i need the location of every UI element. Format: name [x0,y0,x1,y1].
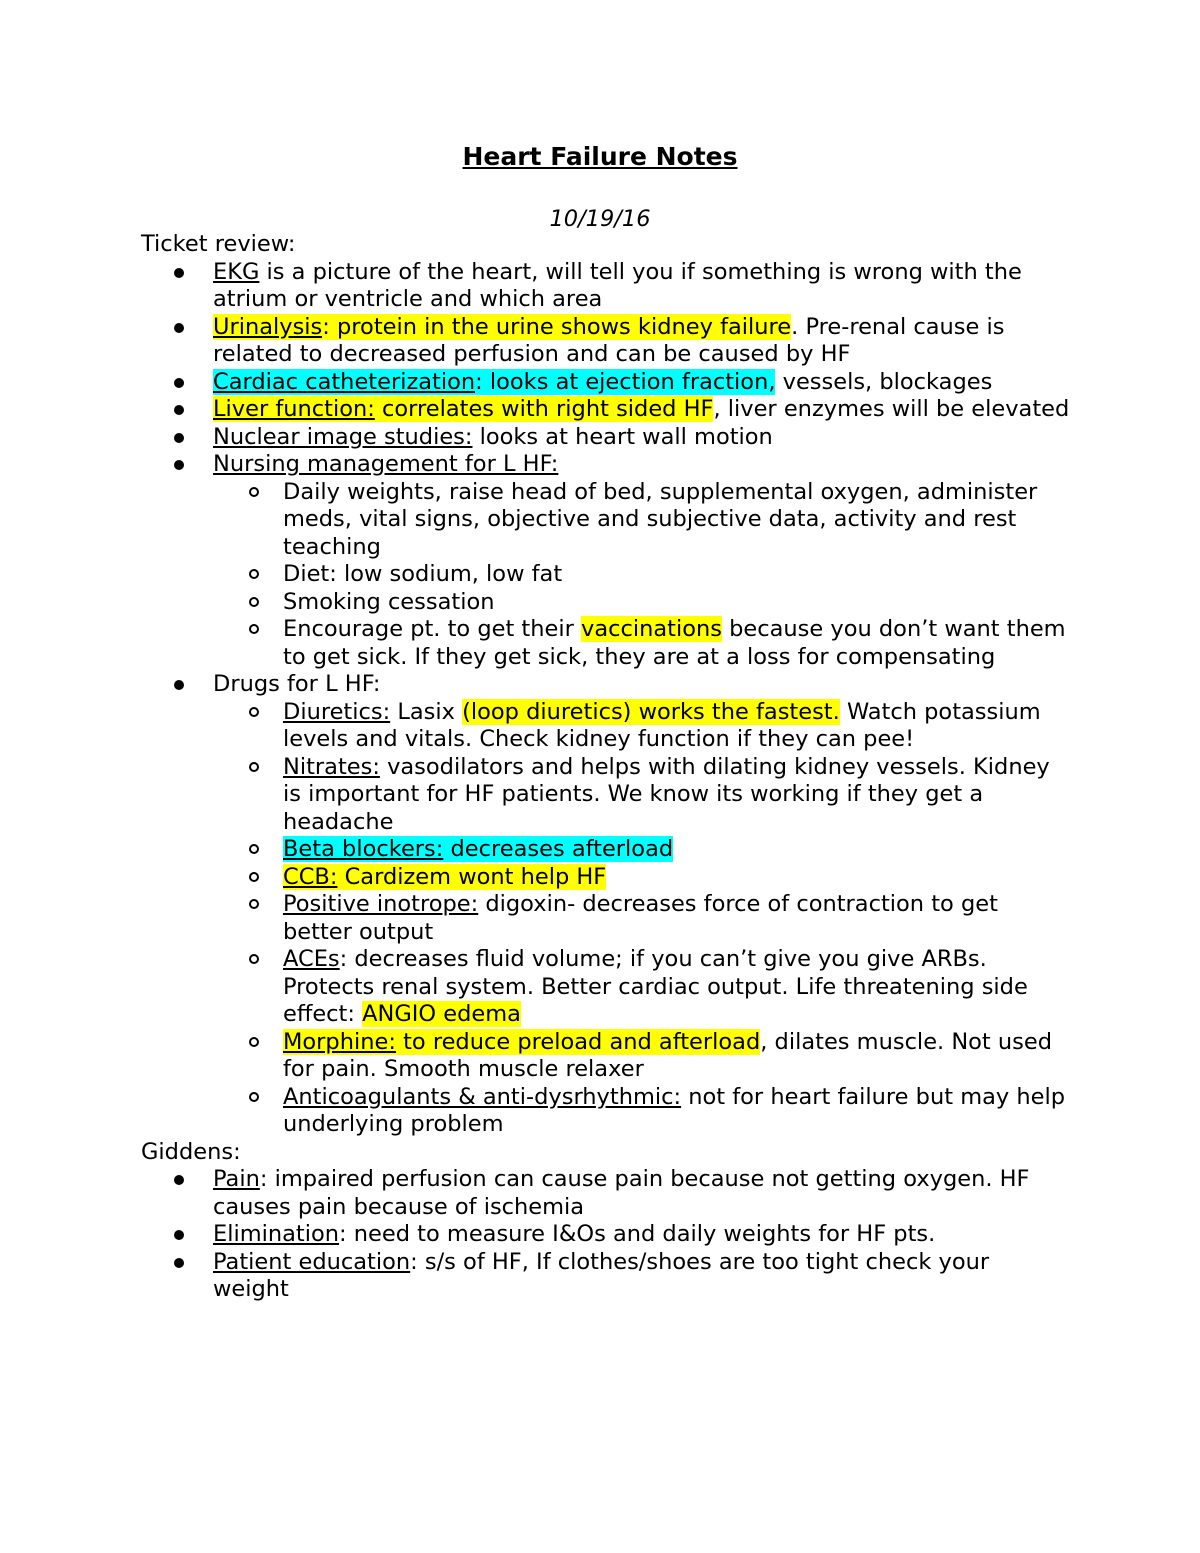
ekg-text: is a picture of the heart, will tell you if something is wrong with the atrium or ventricle and which area [213,258,1022,312]
anticoagulants-text: not for heart failure but may help underlying problem [283,1083,1065,1137]
subitem-morphine [212,1029,1071,1084]
subitem-smoking: Smoking cessation [212,589,1071,617]
drugs-sublist [212,699,1071,1139]
elimination-text: : need to measure I&Os and daily weights for HF pts. [339,1221,936,1247]
list-item-elimination [141,1221,1071,1249]
subitem-diuretics [212,699,1071,754]
list-item-pain [141,1166,1071,1221]
term-elimination: Elimination [213,1221,340,1247]
subitem-vaccinations [212,616,1071,671]
subitem-daily-weights: Daily weights, raise head of bed, supplemental oxygen, administer meds, vital signs, objective and subjective data, activity and rest teaching [212,479,1071,562]
list-item-drugs [141,671,1071,1139]
liver-text: , liver enzymes will be elevated [713,396,1070,422]
vacc-text-post: because you don’t want them to get sick. If they get sick, they are at a loss for compensating [283,616,1066,670]
diuretics-mid: Lasix [390,698,463,725]
term-ccb: CCB: [283,863,338,890]
inotrope-text: digoxin- decreases force of contraction to get better output [283,891,998,945]
subitem-aces [212,946,1071,1029]
urinalysis-highlight: : protein in the urine shows kidney failure [322,313,792,340]
aces-text: : decreases fluid volume; if you can’t give you give ARBs. Protects renal system. Better cardiac output. Life threatening side effect: [283,946,1028,1027]
morphine-highlight: to reduce preload and afterload [395,1028,761,1055]
patient-education-text: : s/s of HF, If clothes/shoes are too tight check your weight [213,1248,990,1302]
term-pain: Pain [213,1166,260,1192]
ticket-review-list [141,259,1071,1139]
list-item-nursing [141,451,1071,671]
term-urinalysis: Urinalysis [213,313,323,340]
nitrates-text: vasodilators and helps with dilating kidney vessels. Kidney is important for HF patients. We know its working if they get a headache [283,753,1050,835]
term-beta-blockers: Beta blockers: [283,836,444,862]
diuretics-text: Watch potassium levels and vitals. Check kidney function if they can pee! [283,698,1041,752]
vacc-highlight: vaccinations [581,616,722,642]
giddens-heading: Giddens: [141,1138,241,1165]
subitem-inotrope [212,891,1071,946]
list-item-ekg [141,259,1071,314]
morphine-text: , dilates muscle. Not used for pain. Smooth muscle relaxer [283,1028,1053,1082]
list-item-cardiac-cath [141,369,1071,397]
term-cardiac-cath: Cardiac catheterization [213,368,476,395]
ticket-review-heading: Ticket review: [141,231,296,257]
pain-text: : impaired perfusion can cause pain because not getting oxygen. HF causes pain because of ischemia [213,1166,1030,1220]
term-morphine: Morphine: [283,1028,396,1055]
list-item-liver [141,396,1071,424]
notes-body [141,231,1071,1304]
note-date: 10/19/16 [549,206,651,232]
cardiac-cath-text: vessels, blockages [775,368,993,395]
term-aces: ACEs [283,946,340,972]
vacc-text-pre: Encourage pt. to get their [283,616,582,642]
term-inotrope: Positive inotrope: [283,891,479,917]
urinalysis-text: . Pre-renal cause is related to decreased perfusion and can be caused by HF [213,313,1005,367]
subitem-diet: Diet: low sodium, low fat [212,561,1071,589]
list-item-urinalysis [141,314,1071,369]
drugs-label: Drugs for L HF: [213,671,381,697]
term-anticoagulants: Anticoagulants & anti-dysrhythmic: [283,1083,682,1110]
aces-highlight: ANGIO edema [362,1001,521,1027]
liver-highlight: correlates with right sided HF [374,396,714,422]
term-nursing: Nursing management for L HF: [213,451,559,477]
nuclear-text: looks at heart wall motion [472,423,773,450]
giddens-list [141,1166,1071,1304]
nursing-sublist [212,479,1071,672]
ccb-text: Cardizem wont help HF [337,863,607,890]
page-title: Heart Failure Notes [462,142,738,171]
term-liver: Liver function: [213,396,375,422]
term-nitrates: Nitrates: [283,753,380,780]
diuretics-highlight: (loop diuretics) works the fastest. [462,698,840,725]
beta-blockers-text: decreases afterload [443,836,674,862]
list-item-nuclear [141,424,1071,452]
list-item-patient-education [141,1249,1071,1304]
subitem-beta-blockers [212,836,1071,864]
cardiac-cath-highlight: : looks at ejection fraction, [475,368,776,395]
subitem-anticoagulants [212,1084,1071,1139]
subitem-ccb [212,864,1071,892]
term-patient-education: Patient education [213,1248,411,1275]
term-nuclear: Nuclear image studies: [213,423,473,450]
subitem-nitrates [212,754,1071,837]
term-diuretics: Diuretics: [283,698,391,725]
term-ekg: EKG [213,258,260,285]
